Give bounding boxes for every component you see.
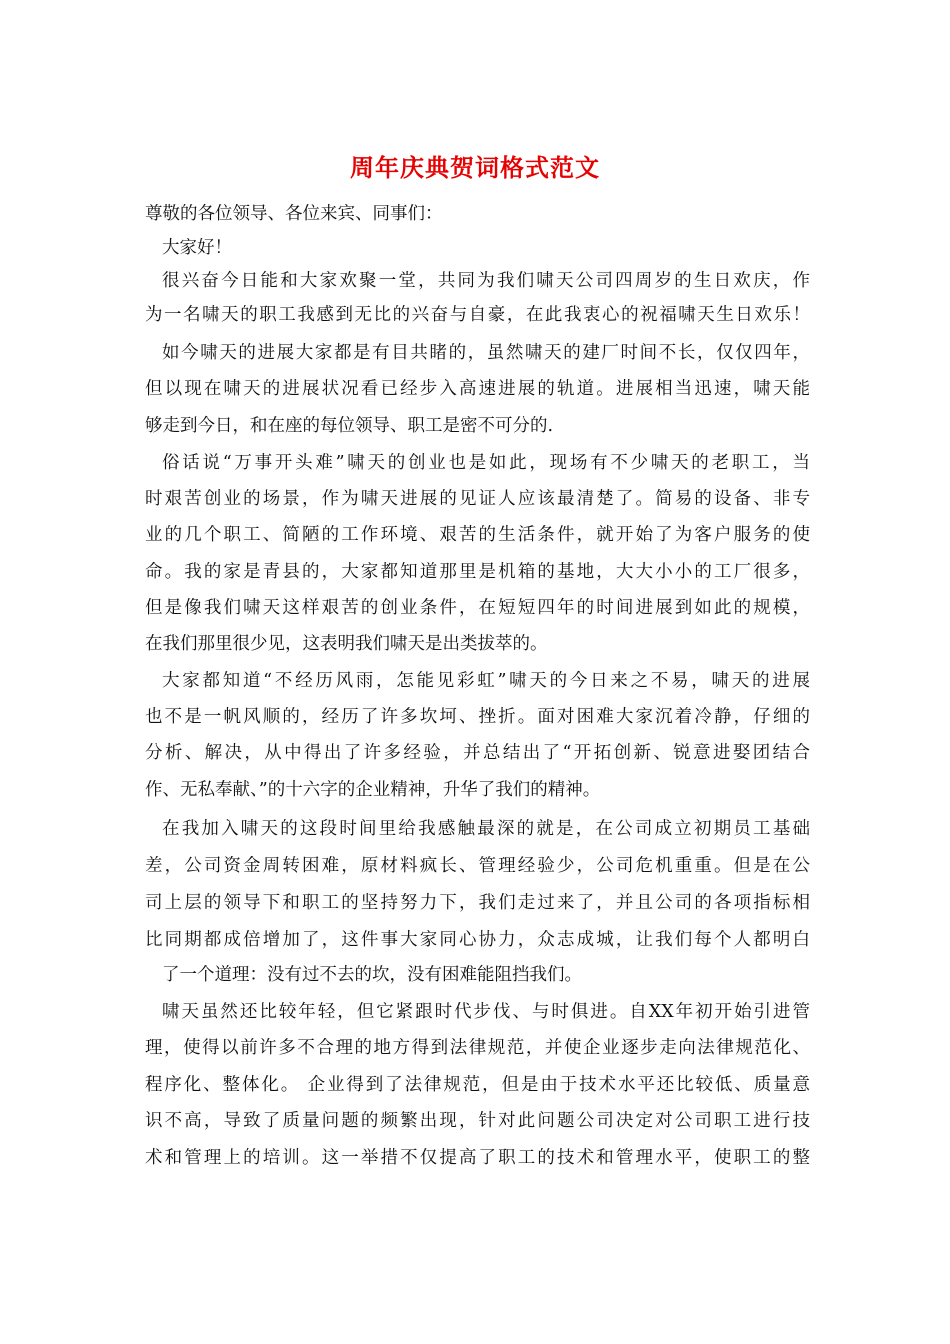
paragraph-line: 术和管理上的培训。这一举措不仅提高了职工的技术和管理水平，使职工的整 bbox=[145, 1148, 810, 1168]
paragraph-line: 业的几个职工、简陋的工作环境、艰苦的生活条件，就开始了为客户服务的使 bbox=[145, 525, 810, 545]
paragraph-line: 比同期都成倍增加了，这件事大家同心协力，众志成城，让我们每个人都明白 bbox=[145, 930, 810, 950]
paragraph-line: 理，使得以前许多不合理的地方得到法律规范，并使企业逐步走向法律规范化、 bbox=[145, 1038, 810, 1058]
paragraph-line: 在我们那里很少见，这表明我们啸天是出类拔萃的。 bbox=[145, 634, 548, 654]
paragraph-line: 如今啸天的进展大家都是有目共睹的，虽然啸天的建厂时间不长，仅仅四年， bbox=[162, 343, 810, 363]
paragraph-line: 命。我的家是青县的，大家都知道那里是机箱的基地，大大小小的工厂很多， bbox=[145, 562, 810, 582]
paragraph-line: 识不高，导致了质量问题的频繁出现，针对此问题公司决定对公司职工进行技 bbox=[145, 1111, 810, 1131]
paragraph-line: 够走到今日，和在座的每位领导、职工是密不可分的. bbox=[145, 416, 554, 436]
paragraph-line: 差，公司资金周转困难，原材料疯长、管理经验少，公司危机重重。但是在公 bbox=[145, 856, 810, 876]
greeting-line: 大家好！ bbox=[162, 238, 232, 258]
salutation-line: 尊敬的各位领导、各位来宾、同事们： bbox=[145, 204, 443, 224]
paragraph-line: 俗话说“万事开头难”啸天的创业也是如此，现场有不少啸天的老职工，当 bbox=[162, 453, 810, 473]
paragraph-line: 为一名啸天的职工我感到无比的兴奋与自豪，在此我衷心的祝福啸天生日欢乐！ bbox=[145, 305, 810, 325]
paragraph-line: 在我加入啸天的这段时间里给我感触最深的就是，在公司成立初期员工基础 bbox=[162, 819, 810, 839]
paragraph-line: 司上层的领导下和职工的坚持努力下，我们走过来了，并且公司的各项指标相 bbox=[145, 893, 810, 913]
paragraph-line: 作、无私奉献、”的十六字的企业精神，升华了我们的精神。 bbox=[145, 780, 601, 800]
document-title: 周年庆典贺词格式范文 bbox=[350, 153, 600, 182]
paragraph-line: 了一个道理：没有过不去的坎，没有困难能阻挡我们。 bbox=[162, 965, 582, 985]
paragraph-line: 但以现在啸天的进展状况看已经步入高速进展的轨道。进展相当迅速，啸天能 bbox=[145, 379, 810, 399]
paragraph-line: 但是像我们啸天这样艰苦的创业条件，在短短四年的时间进展到如此的规模， bbox=[145, 598, 810, 618]
paragraph-line: 程序化、整体化。 企业得到了法律规范，但是由于技术水平还比较低、质量意 bbox=[145, 1075, 810, 1095]
paragraph-line: 啸天虽然还比较年轻，但它紧跟时代步伐、与时俱进。自XX年初开始引进管 bbox=[162, 1002, 810, 1022]
paragraph-line: 很兴奋今日能和大家欢聚一堂，共同为我们啸天公司四周岁的生日欢庆，作 bbox=[162, 271, 810, 291]
paragraph-line: 大家都知道“不经历风雨，怎能见彩虹”啸天的今日来之不易，啸天的进展 bbox=[162, 671, 810, 691]
paragraph-line: 分析、解决，从中得出了许多经验，并总结出了“开拓创新、锐意进娶团结合 bbox=[145, 743, 810, 763]
paragraph-line: 也不是一帆风顺的，经历了许多坎坷、挫折。面对困难大家沉着冷静，仔细的 bbox=[145, 707, 810, 727]
paragraph-line: 时艰苦创业的场景，作为啸天进展的见证人应该最清楚了。简易的设备、非专 bbox=[145, 489, 810, 509]
